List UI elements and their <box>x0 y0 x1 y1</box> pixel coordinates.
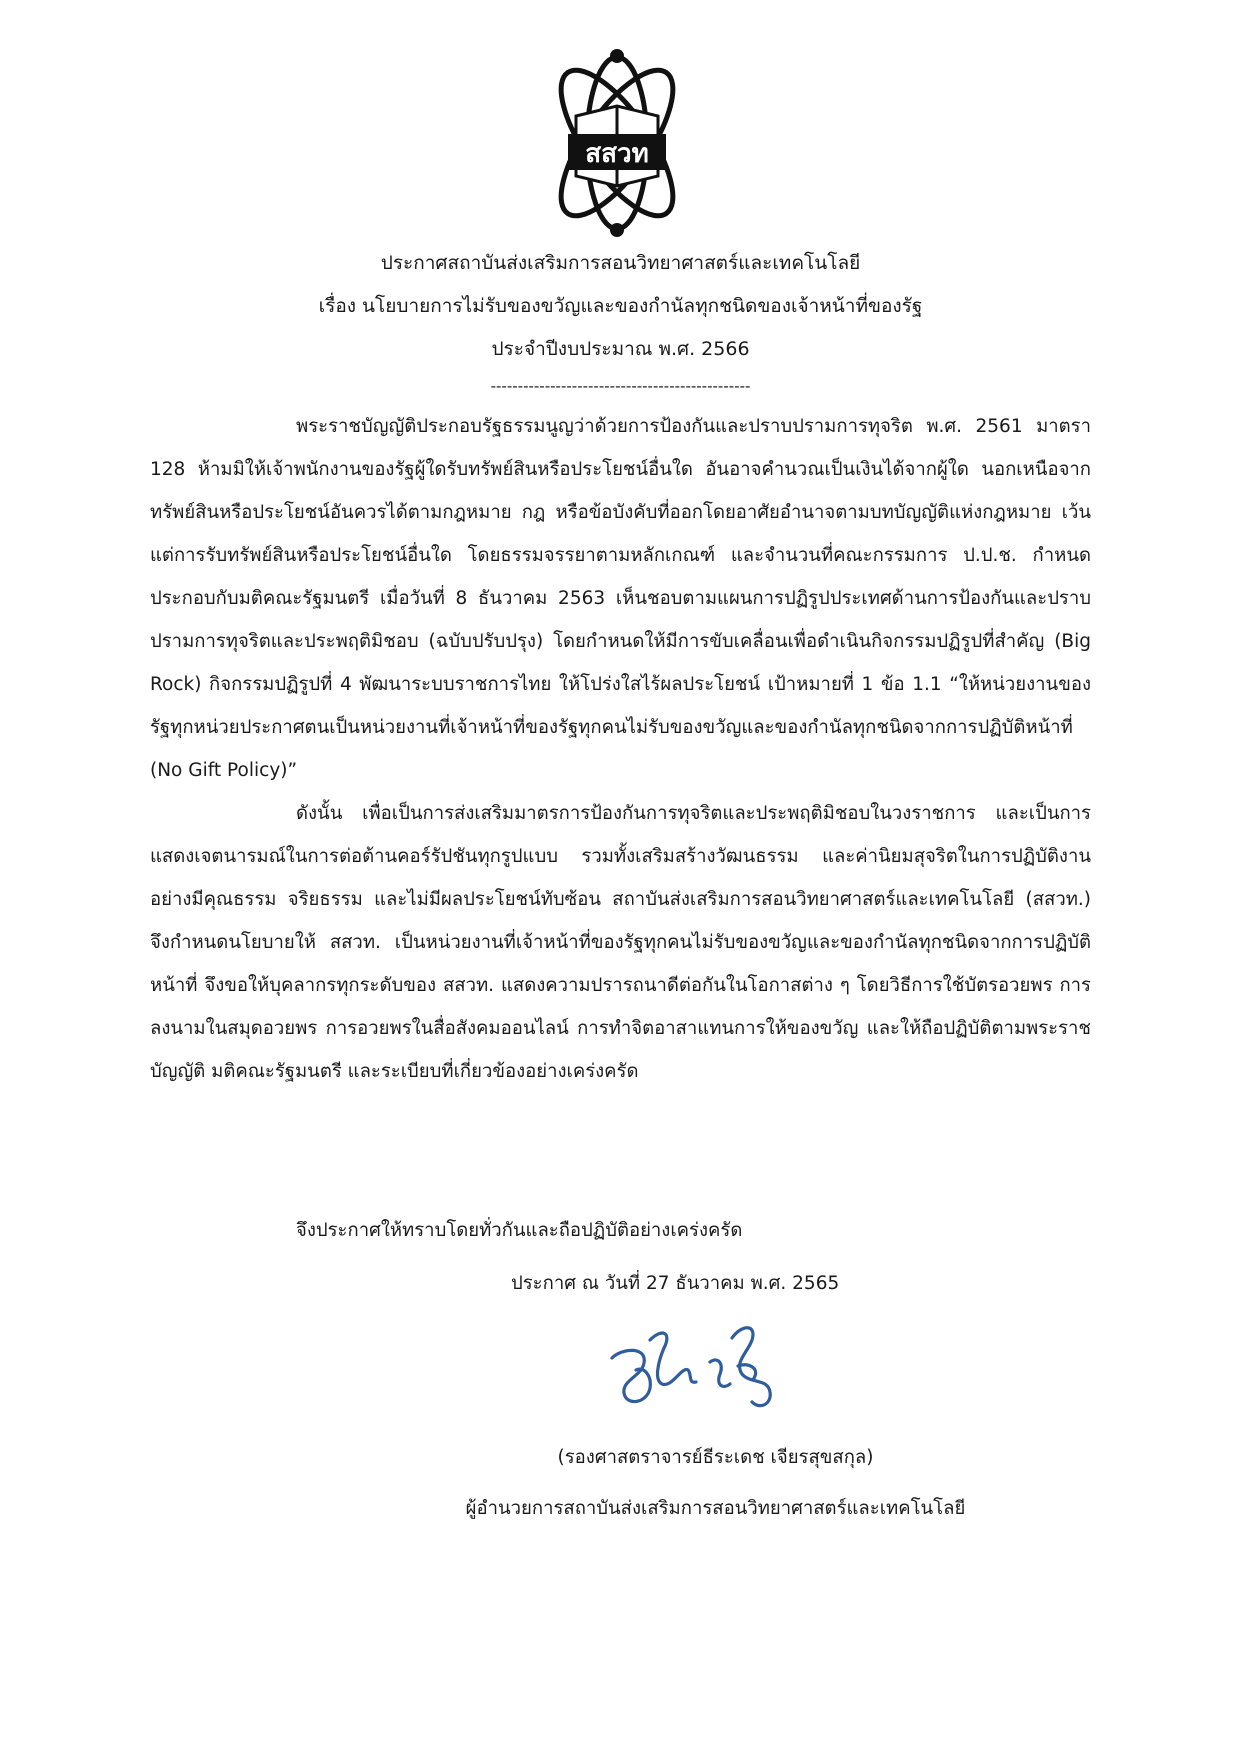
handwritten-signature <box>592 1318 802 1428</box>
header-divider: ------------------------------------------------ <box>490 377 751 395</box>
announcement-date: ประกาศ ณ วันที่ 27 ธันวาคม พ.ศ. 2565 <box>511 1273 840 1294</box>
logo-text: สสวท <box>585 139 649 169</box>
signer-name: (รองศาสตราจารย์ธีระเดช เจียรสุขสกุล) <box>557 1447 874 1468</box>
body-paragraph-1: พระราชบัญญัติประกอบรัฐธรรมนูญว่าด้วยการป้องกันและปราบปรามการทุจริต พ.ศ. 2561 มาตรา 128 ห้ามมิให้เจ้าพนักงานของรัฐผู้ใดรับทรัพย์สินหรือประโยชน์อื่นใด อันอาจคำนวณเป็นเงินได้จากผู้ใด นอกเหนือจากทรัพย์สินหรือประโยชน์อันควรได้ตามกฎหมาย กฎ หรือข้อบังคับที่ออกโดยอาศัยอำนาจตามบทบัญญัติแห่งกฎหมาย เว้นแต่การรับทรัพย์สินหรือประโยชน์อื่นใด โดยธรรมจรรยาตามหลักเกณฑ์ และจำนวนที่คณะกรรมการ ป.ป.ช. กำหนด ประกอบกับมติคณะรัฐมนตรี เมื่อวันที่ 8 ธันวาคม 2563 เห็นชอบตามแผนการปฏิรูปประเทศด้านการป้องกันและปราบปรามการทุจริตและประพฤติมิชอบ (ฉบับปรับปรุง) โดยกำหนดให้มีการขับเคลื่อนเพื่อดำเนินกิจกรรมปฏิรูปที่สำคัญ (Big Rock) กิจกรรมปฏิรูปที่ 4 พัฒนาระบบราชการไทย ให้โปร่งใสไร้ผลประโยชน์ เป้าหมายที่ 1 ข้อ 1.1 “ให้หน่วยงานของรัฐทุกหน่วยประกาศตนเป็นหน่วยงานที่เจ้าหน้าที่ของรัฐทุกคนไม่รับของขวัญและของกำนัลทุกชนิดจากการปฏิบัติหน้าที่ (No Gift Policy)” <box>150 416 1091 781</box>
header-line-subject: เรื่อง นโยบายการไม่รับของขวัญและของกำนัลทุกชนิดของเจ้าหน้าที่ของรัฐ <box>318 295 923 317</box>
body-paragraph-2: ดังนั้น เพื่อเป็นการส่งเสริมมาตรการป้องกันการทุจริตและประพฤติมิชอบในวงราชการ และเป็นการแสดงเจตนารมณ์ในการต่อต้านคอร์รัปชันทุกรูปแบบ รวมทั้งเสริมสร้างวัฒนธรรม และค่านิยมสุจริตในการปฏิบัติงานอย่างมีคุณธรรม จริยธรรม และไม่มีผลประโยชน์ทับซ้อน สถาบันส่งเสริมการสอนวิทยาศาสตร์และเทคโนโลยี (สสวท.) จึงกำหนดนโยบายให้ สสวท. เป็นหน่วยงานที่เจ้าหน้าที่ของรัฐทุกคนไม่รับของขวัญและของกำนัลทุกชนิดจากการปฏิบัติหน้าที่ จึงขอให้บุคลากรทุกระดับของ สสวท. แสดงความปรารถนาดีต่อกันในโอกาสต่าง ๆ โดยวิธีการใช้บัตรอวยพร การลงนามในสมุดอวยพร การอวยพรในสื่อสังคมออนไลน์ การทำจิตอาสาแทนการให้ของขวัญ และให้ถือปฏิบัติตามพระราชบัญญัติ มติคณะรัฐมนตรี และระเบียบที่เกี่ยวข้องอย่างเคร่งครัด <box>150 803 1091 1082</box>
announcement-body <box>150 405 1091 1093</box>
signer-position: ผู้อำนวยการสถาบันส่งเสริมการสอนวิทยาศาสตร์และเทคโนโลยี <box>465 1498 966 1519</box>
signature-icon <box>592 1318 802 1428</box>
announcement-header <box>150 242 1091 401</box>
ipst-logo <box>524 48 710 238</box>
closing-announcement: จึงประกาศให้ทราบโดยทั่วกันและถือปฏิบัติอย่างเคร่งครัด <box>296 1220 743 1241</box>
header-line-organization: ประกาศสถาบันส่งเสริมการสอนวิทยาศาสตร์และเทคโนโลยี <box>380 252 861 274</box>
header-line-fiscal-year: ประจำปีงบประมาณ พ.ศ. 2566 <box>491 338 750 360</box>
atom-book-logo-icon <box>524 48 710 238</box>
